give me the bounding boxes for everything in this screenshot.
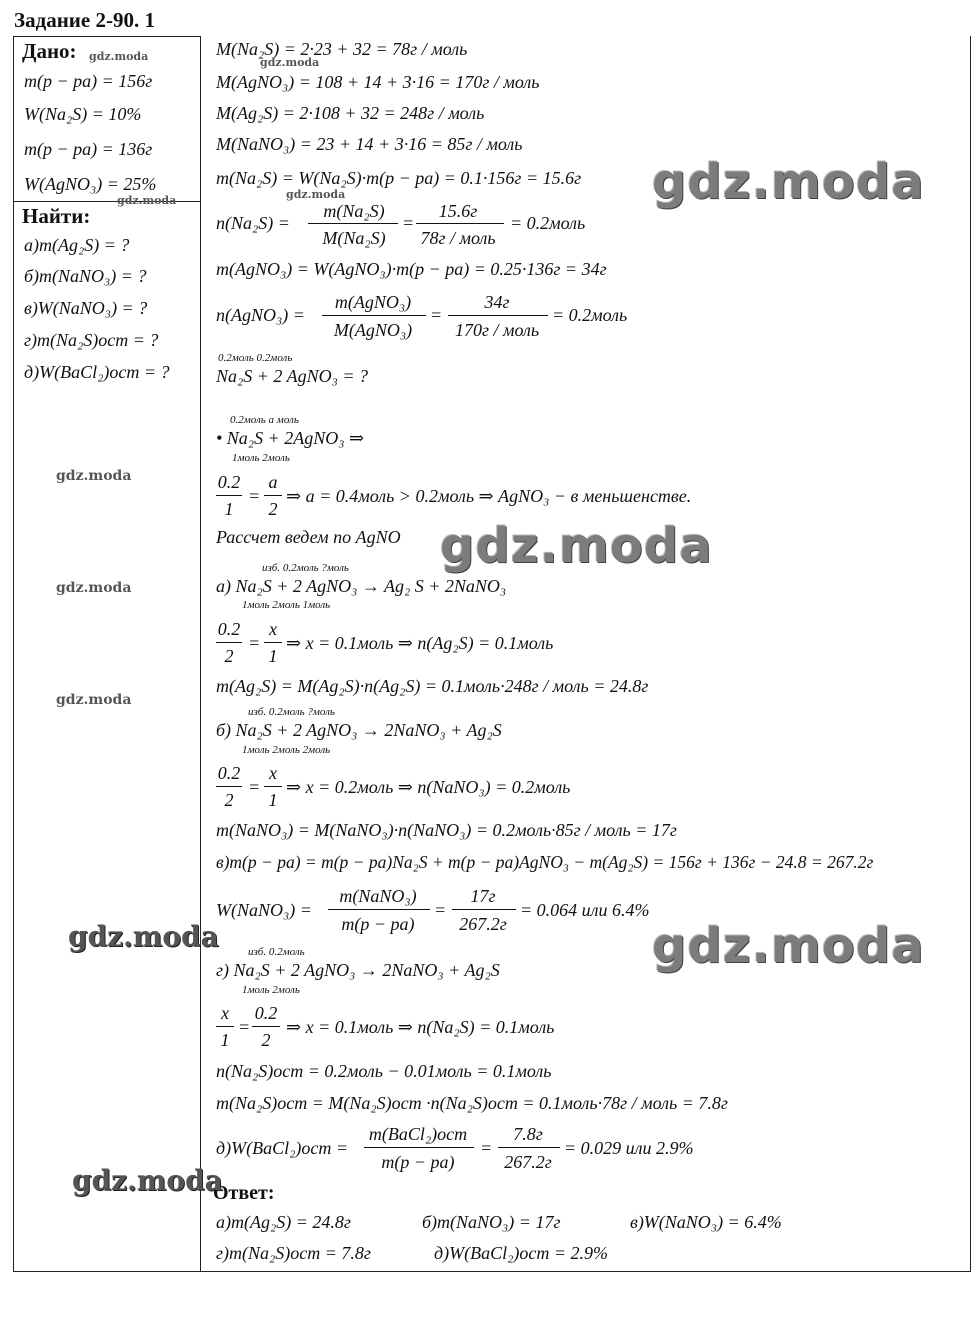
solution-line: m(Ag₂S) = M(Ag₂S)·n(Ag₂S) = 0.1моль·248г / моль = 24.8г bbox=[216, 676, 649, 696]
watermark: gdz.moda bbox=[260, 56, 320, 69]
solution-line: д)W(BaCl₂)ост = bbox=[216, 1138, 348, 1158]
solution-line: в)m(p − pa) = m(p − pa)Na₂S + m(p − pa)AgNO₃ − m(Ag₂S) = 156г + 136г − 24.8 = 267.2г bbox=[216, 852, 874, 872]
solution-line: Рассчет ведем по AgNO bbox=[216, 527, 401, 547]
solution-line: • Na₂S + 2AgNO₃ ⇒ bbox=[216, 428, 365, 448]
annotation: 1моль 2моль 2моль bbox=[242, 744, 331, 756]
find-item: а)m(Ag₂S) = ? bbox=[24, 235, 130, 255]
annotation: изб. 0.2моль bbox=[248, 946, 305, 958]
answer-item: д)W(BaCl₂)ост = 2.9% bbox=[434, 1243, 608, 1263]
watermark: gdz.moda bbox=[440, 518, 713, 574]
solution-line: = 0.2моль bbox=[552, 305, 628, 325]
solution-line: M(Ag₂S) = 2·108 + 32 = 248г / моль bbox=[216, 103, 485, 123]
watermark: gdz.moda bbox=[56, 580, 132, 596]
fraction-denominator: m(p − pa) bbox=[341, 914, 415, 934]
solution-line: n(AgNO₃) = bbox=[216, 305, 305, 325]
fraction-denominator: m(p − pa) bbox=[381, 1152, 455, 1172]
answer-item: а)m(Ag₂S) = 24.8г bbox=[216, 1212, 351, 1232]
given-item: W(Na₂S) = 10% bbox=[24, 104, 142, 124]
solution-line: m(Na₂S) = W(Na₂S)·m(p − pa) = 0.1·156г = 15.6г bbox=[216, 168, 582, 188]
solution-line: M(AgNO₃) = 108 + 14 + 3·16 = 170г / моль bbox=[216, 72, 540, 92]
fraction-denominator: 1 bbox=[268, 790, 278, 810]
annotation: 0.2моль 0.2моль bbox=[218, 352, 293, 364]
fraction-numerator: 15.6г bbox=[438, 201, 478, 221]
solution-line: n(Na₂S)ост = 0.2моль − 0.01моль = 0.1моль bbox=[216, 1061, 552, 1081]
annotation: изб. 0.2моль ?моль bbox=[248, 706, 335, 718]
fraction-denominator: 2 bbox=[224, 790, 234, 810]
given-item: W(AgNO₃) = 25% bbox=[24, 174, 157, 194]
fraction-numerator: 0.2 bbox=[217, 763, 241, 783]
solution-line: m(Na₂S)ост = M(Na₂S)ост ·n(Na₂S)ост = 0.1моль·78г / моль = 7.8г bbox=[216, 1093, 728, 1113]
fraction-denominator: 1 bbox=[224, 499, 234, 519]
fraction-denominator: 267.2г bbox=[459, 914, 507, 934]
fraction-denominator: M(Na₂S) bbox=[322, 228, 386, 248]
watermark: gdz.moda bbox=[652, 154, 925, 210]
solution-line: Na₂S + 2 AgNO₃ = ? bbox=[216, 366, 368, 386]
watermark: gdz.moda bbox=[652, 918, 925, 974]
solution-line: m(NaNO₃) = M(NaNO₃)·n(NaNO₃) = 0.2моль·85г / моль = 17г bbox=[216, 820, 677, 840]
solution-line: = 0.029 или 2.9% bbox=[564, 1138, 694, 1158]
answer-item: б)m(NaNO₃) = 17г bbox=[422, 1212, 561, 1232]
fraction-numerator: a bbox=[268, 472, 278, 492]
solution-line: M(NaNO₃) = 23 + 14 + 3·16 = 85г / моль bbox=[216, 134, 523, 154]
fraction-denominator: 2 bbox=[261, 1030, 271, 1050]
watermark: gdz.moda bbox=[68, 920, 219, 953]
fraction-numerator: x bbox=[269, 763, 277, 783]
task-title: Задание 2-90. 1 bbox=[14, 8, 155, 32]
watermark: gdz.moda bbox=[72, 1164, 223, 1197]
annotation: 1моль 2моль bbox=[242, 984, 300, 996]
fraction-numerator: 17г bbox=[470, 886, 496, 906]
fraction-denominator: 1 bbox=[268, 646, 278, 666]
solution-line: ⇒ x = 0.1моль ⇒ n(Na₂S) = 0.1моль bbox=[286, 1017, 555, 1037]
fraction-numerator: 34г bbox=[484, 292, 510, 312]
fraction-denominator: 1 bbox=[220, 1030, 230, 1050]
watermark: gdz.moda bbox=[56, 692, 132, 708]
fraction-numerator: x bbox=[269, 619, 277, 639]
fraction-numerator: m(NaNO₃) bbox=[339, 886, 417, 906]
answer-item: в)W(NaNO₃) = 6.4% bbox=[630, 1212, 782, 1232]
fraction-numerator: 0.2 bbox=[254, 1003, 278, 1023]
watermark: gdz.moda bbox=[56, 468, 132, 484]
fraction-numerator: m(AgNO₃) bbox=[334, 292, 412, 312]
watermark: gdz.moda bbox=[89, 50, 149, 63]
fraction-numerator: m(Na₂S) bbox=[323, 201, 385, 221]
annotation: 1моль 2моль 1моль bbox=[242, 599, 331, 611]
annotation: 0.2моль a моль bbox=[230, 414, 299, 426]
solution-line: M(Na₂S) = 2·23 + 32 = 78г / моль bbox=[216, 39, 468, 59]
given-item: m(p − pa) = 136г bbox=[24, 139, 153, 159]
answer-header: Ответ: bbox=[213, 1182, 275, 1204]
solution-line: ⇒ x = 0.1моль ⇒ n(Ag₂S) = 0.1моль bbox=[286, 633, 554, 653]
solution-line: n(Na₂S) = bbox=[216, 213, 290, 233]
solution-line: = 0.2моль bbox=[510, 213, 586, 233]
annotation: изб. 0.2моль ?моль bbox=[262, 562, 349, 574]
solution-line: а) Na₂S + 2 AgNO₃ → Ag₂ S + 2NaNO₃ bbox=[216, 576, 507, 596]
find-item: д)W(BaCl₂)ост = ? bbox=[24, 362, 170, 382]
annotation: 1моль 2моль bbox=[232, 452, 290, 464]
find-item: б)m(NaNO₃) = ? bbox=[24, 266, 147, 286]
fraction-numerator: 7.8г bbox=[513, 1124, 543, 1144]
fraction-numerator: 0.2 bbox=[217, 619, 241, 639]
fraction-numerator: x bbox=[221, 1003, 229, 1023]
given-item: m(p − pa) = 156г bbox=[24, 71, 153, 91]
find-item: г)m(Na₂S)ост = ? bbox=[24, 330, 159, 350]
fraction-denominator: 78г / моль bbox=[420, 228, 496, 248]
solution-line: m(AgNO₃) = W(AgNO₃)·m(p − pa) = 0.25·136г = 34г bbox=[216, 259, 607, 279]
fraction-denominator: M(AgNO₃) bbox=[333, 320, 413, 340]
fraction-denominator: 170г / моль bbox=[454, 320, 540, 340]
watermark: gdz.moda bbox=[117, 194, 177, 207]
answer-item: г)m(Na₂S)ост = 7.8г bbox=[216, 1243, 371, 1263]
watermark: gdz.moda bbox=[286, 188, 346, 201]
column-divider bbox=[200, 36, 201, 1271]
fraction-denominator: 267.2г bbox=[504, 1152, 552, 1172]
find-header: Найти: bbox=[22, 204, 91, 228]
given-header: Дано: bbox=[22, 39, 77, 63]
fraction-denominator: 2 bbox=[268, 499, 278, 519]
solution-line: ⇒ a = 0.4моль > 0.2моль ⇒ AgNO₃ − в меньшенстве. bbox=[286, 486, 692, 506]
solution-line: б) Na₂S + 2 AgNO₃ → 2NaNO₃ + Ag₂S bbox=[216, 720, 502, 740]
fraction-denominator: 2 bbox=[224, 646, 234, 666]
fraction-numerator: m(BaCl₂)ост bbox=[368, 1124, 468, 1144]
solution-line: г) Na₂S + 2 AgNO₃ → 2NaNO₃ + Ag₂S bbox=[216, 960, 500, 980]
solution-line: ⇒ x = 0.2моль ⇒ n(NaNO₃) = 0.2моль bbox=[286, 777, 571, 797]
solution-line: W(NaNO₃) = bbox=[216, 900, 312, 920]
find-item: в)W(NaNO₃) = ? bbox=[24, 298, 148, 318]
solution-line: = 0.064 или 6.4% bbox=[520, 900, 650, 920]
fraction-numerator: 0.2 bbox=[217, 472, 241, 492]
